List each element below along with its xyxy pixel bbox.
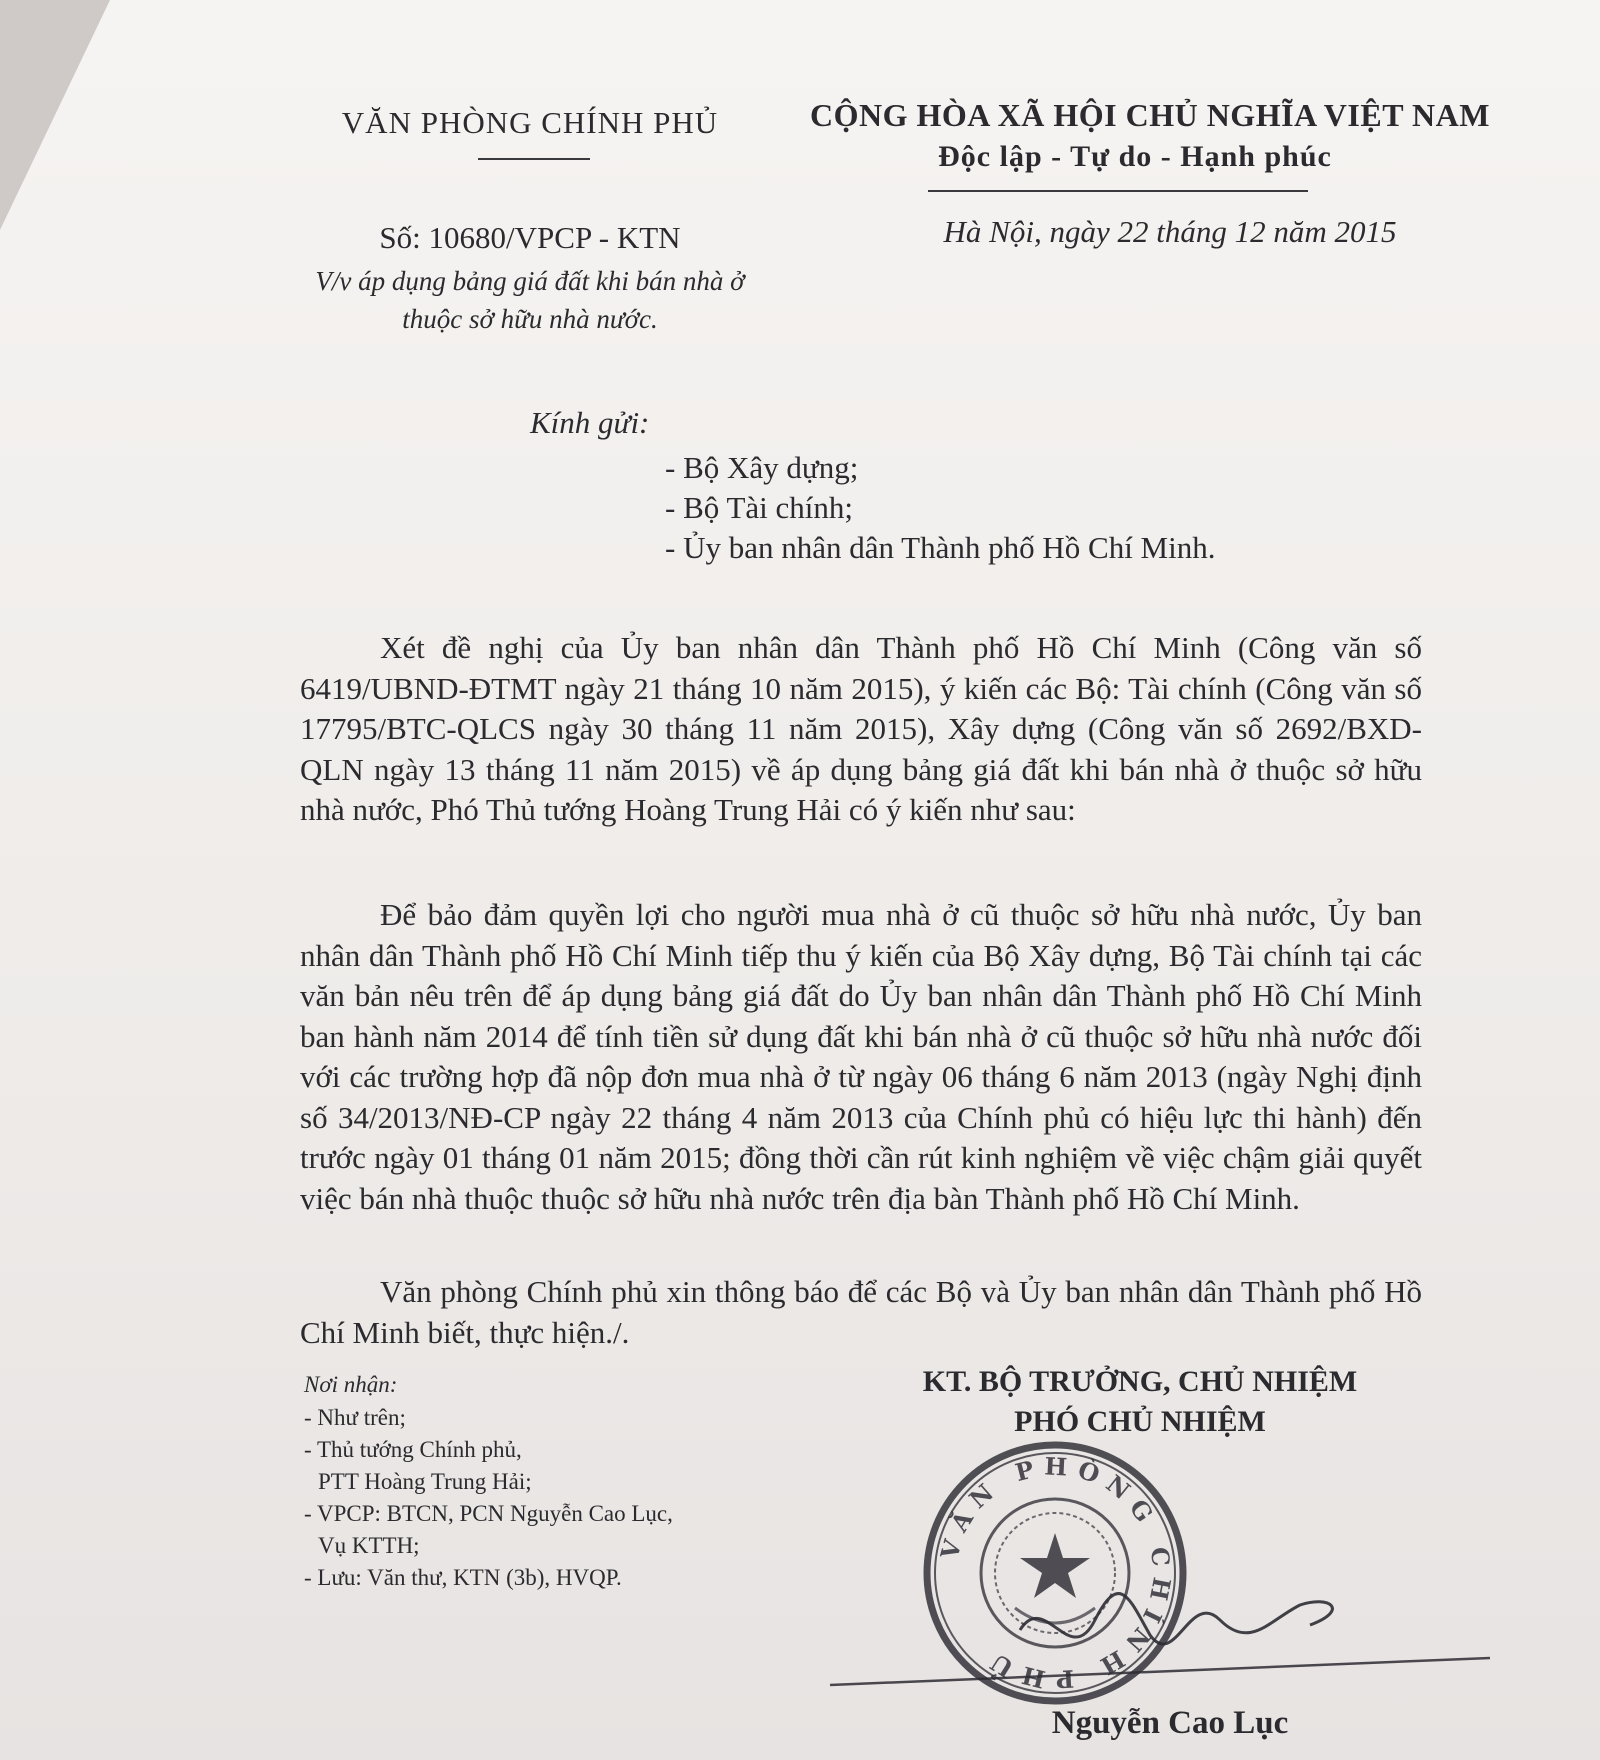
seal-text: VĂN PHÒNG CHÍNH PHỦ	[934, 1451, 1177, 1695]
agency-underline	[478, 158, 590, 160]
issuing-agency: VĂN PHÒNG CHÍNH PHỦ	[341, 105, 719, 140]
recipient-item: - VPCP: BTCN, PCN Nguyễn Cao Lục,	[304, 1501, 673, 1526]
body-paragraph-2: Để bảo đảm quyền lợi cho người mua nhà ở cũ thuộc sở hữu nhà nước, Ủy ban nhân dân Thành phố Hồ Chí Minh tiếp thu ý kiến của Bộ Xây dựng, Bộ Tài chính tại các văn bản nêu trên để áp dụng bảng giá đất do Ủy ban nhân dân Thành phố Hồ Chí Minh ban hành năm 2014 để tính tiền sử dụng đất khi bán nhà ở cũ thuộc sở hữu nhà nước đối với các trường hợp đã nộp đơn mua nhà ở từ ngày 06 tháng 6 năm 2013 (ngày Nghị định số 34/2013/NĐ-CP ngày 22 tháng 4 năm 2013 của Chính phủ có hiệu lực thi hành) đến trước ngày 01 tháng 01 năm 2015; đồng thời cần rút kinh nghiệm về việc chậm giải quyết việc bán nhà thuộc thuộc sở hữu nhà nước trên địa bàn Thành phố Hồ Chí Minh.	[300, 897, 1422, 1216]
signatory-title: KT. BỘ TRƯỞNG, CHỦ NHIỆM	[922, 1365, 1358, 1398]
national-title: CỘNG HÒA XÃ HỘI CHỦ NGHĨA VIỆT NAM	[810, 97, 1490, 133]
motto-underline	[928, 190, 1308, 192]
body-paragraph-3: Văn phòng Chính phủ xin thông báo để các Bộ và Ủy ban nhân dân Thành phố Hồ Chí Minh biết, thực hiện./.	[300, 1274, 1422, 1350]
subject-line-1: V/v áp dụng bảng giá đất khi bán nhà ở	[315, 266, 745, 296]
handwritten-signature-icon	[830, 1560, 1510, 1710]
signatory-subtitle: PHÓ CHỦ NHIỆM	[1014, 1405, 1266, 1438]
addressee-item: - Bộ Tài chính;	[665, 490, 853, 525]
recipient-item: - Thủ tướng Chính phủ,	[304, 1437, 522, 1462]
addressee-item: - Ủy ban nhân dân Thành phố Hồ Chí Minh.	[665, 530, 1216, 565]
signatory-name: Nguyễn Cao Lục	[1051, 1705, 1289, 1741]
subject-line-2: thuộc sở hữu nhà nước.	[402, 304, 658, 334]
recipient-item: Vụ KTTH;	[318, 1533, 420, 1558]
addressee-label: Kính gửi:	[530, 405, 650, 440]
addressee-item: - Bộ Xây dựng;	[665, 450, 859, 485]
recipients-title: Nơi nhận:	[304, 1372, 398, 1397]
recipient-item: - Như trên;	[304, 1405, 406, 1430]
recipient-item: PTT Hoàng Trung Hải;	[318, 1469, 532, 1494]
document-subject	[270, 262, 790, 338]
recipient-item: - Lưu: Văn thư, KTN (3b), HVQP.	[304, 1565, 622, 1590]
national-motto: Độc lập - Tự do - Hạnh phúc	[938, 140, 1332, 173]
document-number: Số: 10680/VPCP - KTN	[379, 220, 681, 255]
document-date: Hà Nội, ngày 22 tháng 12 năm 2015	[943, 214, 1397, 249]
folded-corner	[0, 0, 110, 230]
body-paragraph-1: Xét đề nghị của Ủy ban nhân dân Thành phố Hồ Chí Minh (Công văn số 6419/UBND-ĐTMT ngày 21 tháng 10 năm 2015), ý kiến các Bộ: Tài chính (Công văn số 17795/BTC-QLCS ngày 30 tháng 11 năm 2015), Xây dựng (Công văn số 2692/BXD-QLN ngày 13 tháng 11 năm 2015) về áp dụng bảng giá đất khi bán nhà ở thuộc sở hữu nhà nước, Phó Thủ tướng Hoàng Trung Hải có ý kiến như sau:	[300, 630, 1422, 827]
